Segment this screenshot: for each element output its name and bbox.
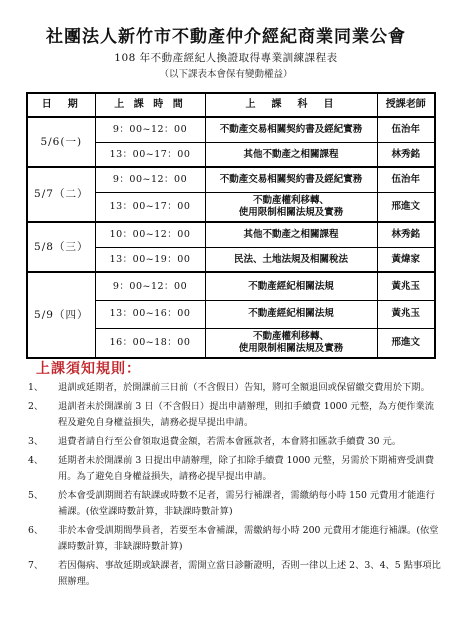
table-row: [27, 222, 435, 247]
rule-text: 退訓者未於開課前 3 日（不含假日）提出申請辦理，則扣手續費 1000 元整，為方便作業流程及避免自身權益損失，請務必提早提出申請。: [58, 401, 435, 428]
time-cell: 9：00~12：00: [95, 167, 205, 192]
teacher-cell: 林秀銘: [377, 142, 435, 167]
time-cell: 13：00~16：00: [95, 300, 205, 328]
date-cell: 5/8（三）: [27, 222, 95, 272]
rule-text: 退訓或延期者，於開課前三日前（不含假日）告知，將可全額退回或保留繳交費用於下期。: [58, 382, 430, 393]
subject-line: 民法、土地法規及相關稅法: [233, 253, 348, 265]
rule-text: 延期者未於開課前 3 日提出申請辦理，除了扣除手續費 1000 元整，另需於下期補齊受訓費用。為了避免自身權益損失，請務必提早提出申請。: [58, 455, 435, 482]
table-row: [27, 272, 435, 300]
subject-line: 不動產權利移轉、: [252, 195, 329, 207]
organization-title: 社團法人新竹市不動產仲介經紀商業同業公會: [46, 27, 406, 47]
subject-line: 不動產交易相關契約書及經紀實務: [219, 124, 363, 136]
rule-number: 5、: [28, 490, 44, 501]
rule-item: [22, 399, 442, 431]
rule-text: 退費者請自行至公會領取退費金額，若需本會匯款者，本會將扣匯款手續費 30 元。: [58, 436, 402, 447]
table-row: [27, 167, 435, 192]
subject-cell: [205, 142, 377, 167]
rule-item: [22, 488, 442, 520]
time-cell: 9：00~12：00: [95, 272, 205, 300]
rule-number: 7、: [28, 560, 44, 571]
rule-number: 2、: [28, 401, 44, 412]
teacher-cell: 邢進文: [377, 328, 435, 358]
teacher-cell: 伍治年: [377, 167, 435, 192]
teacher-cell: 林秀銘: [377, 222, 435, 247]
table-header-row: [27, 93, 435, 117]
date-cell: 5/6(一): [27, 117, 95, 167]
rule-text: 於本會受訓期間若有缺課或時數不足者，需另行補課者，需繳納每小時 150 元費用才能進行補課。(依堂課時數計算，非缺課時數計算): [58, 490, 435, 517]
subject-line: 不動產交易相關契約書及經紀實務: [219, 174, 363, 186]
subject-line: 其他不動產之相關課程: [243, 148, 339, 160]
rule-item: [22, 523, 442, 555]
subject-line: 不動產經紀相關法規: [248, 308, 334, 320]
date-cell: 5/9（四）: [27, 272, 95, 358]
rule-number: 1、: [28, 382, 44, 393]
schedule-body: [27, 117, 435, 358]
time-cell: 16：00~18：00: [95, 328, 205, 358]
rule-text: 若因傷病、事故延期或缺課者，需開立當日診斷證明，否則一律以上述 2、3、4、5 點事項比照辦理。: [58, 560, 441, 587]
time-cell: 13：00~17：00: [95, 192, 205, 222]
subject-line: 使用限制相關法規及實務: [238, 206, 344, 218]
rule-item: [22, 558, 442, 590]
course-schedule-table: [26, 92, 436, 359]
rules-heading: 上課須知規則：: [36, 361, 141, 377]
rule-item: [22, 380, 442, 396]
header-date: 日 期: [27, 93, 95, 117]
subject-cell: [205, 328, 377, 358]
rule-item: [22, 434, 442, 450]
table-row: [27, 117, 435, 142]
subject-cell: [205, 167, 377, 192]
date-cell: 5/7（二）: [27, 167, 95, 222]
subject-cell: [205, 222, 377, 247]
time-cell: 13：00~19：00: [95, 247, 205, 272]
subject-line: 使用限制相關法規及實務: [238, 342, 344, 354]
time-cell: 10：00~12：00: [95, 222, 205, 247]
teacher-cell: 黃兆玉: [377, 300, 435, 328]
header-subject: 上 課 科 目: [205, 93, 377, 117]
rules-list: [22, 380, 442, 593]
rule-item: [22, 453, 442, 485]
teacher-cell: 邢進文: [377, 192, 435, 222]
subject-cell: [205, 192, 377, 222]
subject-cell: [205, 300, 377, 328]
header-time: 上 課 時 間: [95, 93, 205, 117]
teacher-cell: 黃兆玉: [377, 272, 435, 300]
rule-number: 3、: [28, 436, 44, 447]
time-cell: 13：00~17：00: [95, 142, 205, 167]
rule-number: 4、: [28, 455, 44, 466]
subject-cell: [205, 247, 377, 272]
subject-line: 不動產權利移轉、: [252, 331, 329, 343]
subject-cell: [205, 117, 377, 142]
teacher-cell: 伍治年: [377, 117, 435, 142]
subject-line: 不動產經紀相關法規: [248, 280, 334, 292]
rule-text: 非於本會受訓期間學員者，若要至本會補課，需繳納每小時 200 元費用才能進行補課。(依堂課時數計算，非缺課時數計算): [58, 525, 439, 552]
subject-line: 其他不動產之相關課程: [243, 229, 339, 241]
header-teacher: 授課老師: [377, 93, 435, 117]
time-cell: 9：00~12：00: [95, 117, 205, 142]
schedule-note: （以下課表本會保有變動權益）: [159, 69, 293, 80]
teacher-cell: 黃煒家: [377, 247, 435, 272]
subject-cell: [205, 272, 377, 300]
course-schedule-title: 108 年不動產經紀人換證取得專業訓練課程表: [114, 52, 338, 64]
rule-number: 6、: [28, 525, 44, 536]
